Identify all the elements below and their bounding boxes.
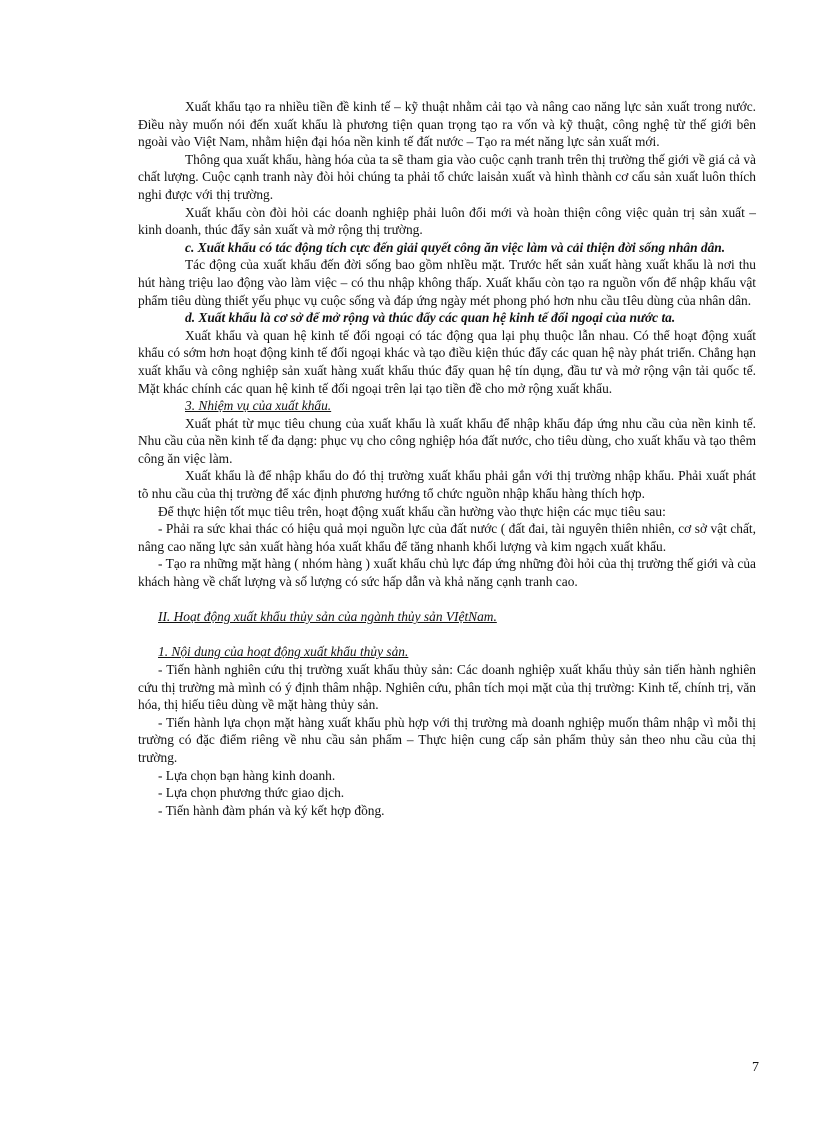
paragraph: Để thực hiện tốt mục tiêu trên, hoạt động xuất khẩu cần hường vào thực hiện các mục tiêu sau:	[158, 503, 666, 519]
paragraph: Xuất khẩu còn đòi hỏi các doanh nghiệp phải luôn đổi mới và hoàn thiện công việc quản trị sản xuất – kinh doanh, thúc đẩy sản xuất và mở rộng thị trường.	[138, 204, 756, 238]
paragraph: Xuất khẩu tạo ra nhiều tiền đề kinh tế – kỹ thuật nhằm cải tạo và nâng cao năng lực sản xuất trong nước. Điều này muốn nói đến xuất khẩu là phương tiện quan trọng tạo ra vốn và kỹ thuật, công nghệ từ thế giới bên ngoài vào Việt Nam, nhằm hiện đại hóa nền kinh tế đất nước – Tạo ra mét năng lực sản xuất mới.	[138, 99, 756, 150]
paragraph: - Tiến hành lựa chọn mặt hàng xuất khẩu phù hợp với thị trường mà doanh nghiệp muốn thâm nhập vì mỗi thị trường có đặc điểm riêng về nhu cầu sản phẩm – Thực hiện cung cấp sản phẩm thủy sản theo nhu cầu của thị trường.	[138, 714, 756, 765]
paragraph: - Lựa chọn phương thức giao dịch.	[158, 785, 345, 801]
section-heading: c. Xuất khẩu có tác động tích cực đến giải quyết công ăn việc làm và cải thiện đời sống nhân dân.	[185, 239, 726, 255]
section-heading: 3. Nhiệm vụ của xuất khẩu.	[185, 398, 332, 414]
paragraph: Xuất khẩu và quan hệ kinh tế đối ngoại có tác động qua lại phụ thuộc lẫn nhau. Có thể hoạt động xuất khẩu có sớm hơn hoạt động kinh tế đối ngoại khác và tạo điều kiện thúc đẩy các quan hệ này phát triển. Chẳng hạn xuất khẩu và công nghiệp sản xuất hàng xuất khẩu thúc đẩy quan hệ tín dụng, đầu tư và mở rộng vận tải quốc tế. Mặt khác chính các quan hệ kinh tế đối ngoại trên lại tạo tiền đề cho mở rộng xuất khẩu.	[138, 327, 756, 396]
spacer	[138, 591, 756, 609]
paragraph: Tác động của xuất khẩu đến đời sống bao gồm nhIều mặt. Trước hết sản xuất hàng xuất khẩu là nơi thu hút hàng triệu lao động vào làm việc – có thu nhập không thấp. Xuất khẩu còn tạo ra nguồn vốn để nhập khẩu vật phẩm tiêu dùng thiết yếu phục vụ cuộc sống và đáp ứng ngày mét phong phó hơn nhu cầu tIêu dùng của nhân dân.	[138, 257, 756, 308]
paragraph: - Tiến hành nghiên cứu thị trường xuất khẩu thủy sản: Các doanh nghiệp xuất khẩu thủy sản tiến hành nghiên cứu thị trường mà mình có ý định thâm nhập. Nghiên cứu, phân tích mọi mặt của thị trường: Kinh tế, chính trị, văn hóa, thị hiếu tiêu dùng về mặt hàng thủy sản.	[138, 662, 756, 713]
paragraph: - Tạo ra những mặt hàng ( nhóm hàng ) xuất khẩu chủ lực đáp ứng những đòi hỏi của thị trường thế giới và của khách hàng về chất lượng và số lượng có sức hấp dẫn và khả năng cạnh tranh cao.	[138, 556, 756, 590]
spacer	[138, 626, 756, 644]
paragraph: - Tiến hành đàm phán và ký kết hợp đồng.	[158, 802, 385, 818]
paragraph: - Lựa chọn bạn hàng kinh doanh.	[158, 767, 336, 783]
document-body	[138, 98, 756, 819]
section-heading: d. Xuất khẩu là cơ sở để mở rộng và thúc đẩy các quan hệ kinh tế đối ngoại của nước ta.	[185, 310, 676, 326]
paragraph: Thông qua xuất khẩu, hàng hóa của ta sẽ tham gia vào cuộc cạnh tranh trên thị trường thế giới về giá cả và chất lượng. Cuộc cạnh tranh này đòi hỏi chúng ta phải tổ chức laisản xuất và hình thành cơ cấu sản xuất luôn thích nghi được với thị trường.	[138, 151, 756, 202]
paragraph: Xuất phát từ mục tiêu chung của xuất khẩu là xuất khẩu để nhập khẩu đáp ứng nhu cầu của nền kinh tế. Nhu cầu của nền kinh tế đa dạng: phục vụ cho công nghiệp hóa đất nước, cho tiêu dùng, cho xuất khẩu và tạo thêm công ăn việc làm.	[138, 415, 756, 466]
section-heading: 1. Nội dung của hoạt động xuất khẩu thủy sản.	[158, 644, 409, 660]
paragraph: Xuất khẩu là để nhập khẩu do đó thị trường xuất khẩu phải gắn với thị trường nhập khẩu. Phải xuất phát tõ nhu cầu của thị trường để xác định phương hướng tổ chức nguồn nhập khẩu hàng thích hợp.	[138, 468, 756, 502]
paragraph: - Phải ra sức khai thác có hiệu quả mọi nguồn lực của đất nước ( đất đai, tài nguyên thiên nhiên, cơ sở vật chất, nâng cao năng lực sản xuất hàng hóa xuất khẩu để tăng nhanh khối lượng và kim ngạch xuất khẩu.	[138, 521, 756, 554]
page-number: 7	[752, 1060, 759, 1075]
section-heading: II. Hoạt động xuất khẩu thủy sản của ngành thủy sản VIệtNam.	[158, 609, 497, 625]
